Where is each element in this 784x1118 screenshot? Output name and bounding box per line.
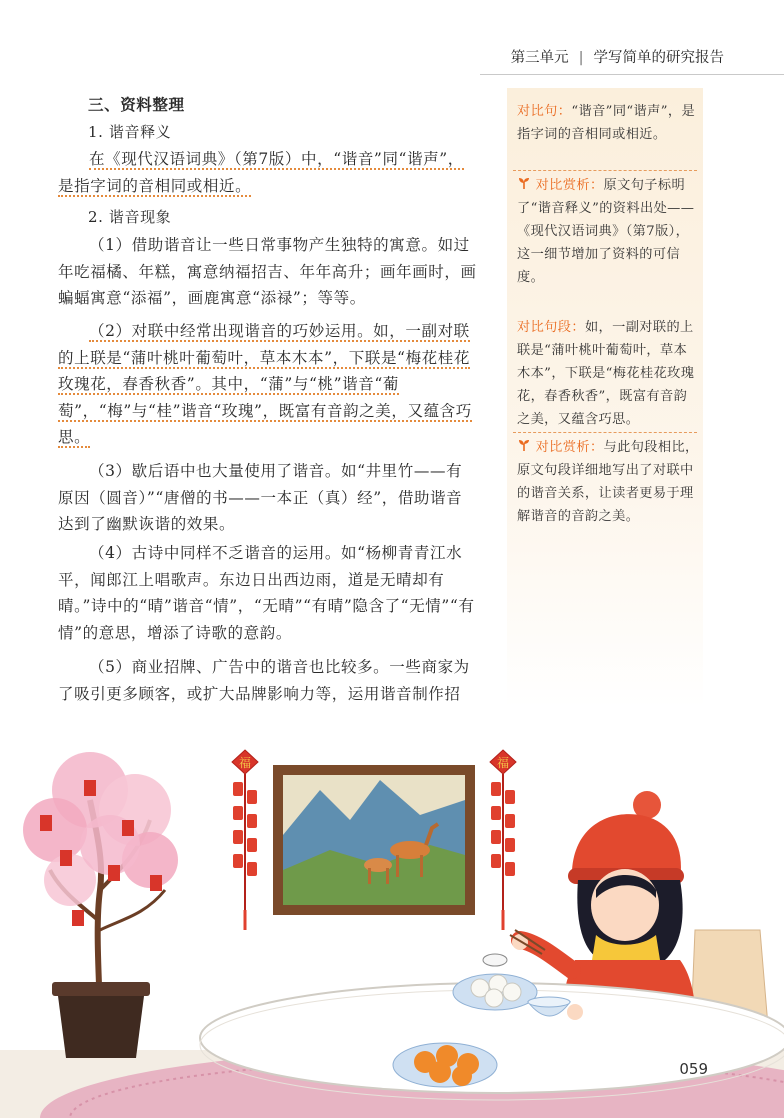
paragraph-4: （4）古诗中同样不乏谐音的运用。如“杨柳青青江水平，闻郎江上唱歌声。东边日出西边雨，道是无晴却有晴。”诗中的“晴”谐音“情”，“无晴”“有晴”隐含了“无情”“有情”的意思，增添了诗歌的意韵。: [58, 544, 475, 642]
paragraph-definition: [58, 146, 478, 199]
definition-text: 在《现代汉语词典》（第7版）中，“谐音”同“谐声”，是指字词的音相同或相近。: [58, 150, 464, 195]
sprout-icon: [517, 178, 536, 193]
header-rule: [480, 74, 784, 75]
paragraph-3: （3）歇后语中也大量使用了谐音。如“井里竹——有原因（圆音）”“唐僧的书——一本正（真）经”，借助谐音达到了幽默诙谐的效果。: [58, 462, 463, 533]
running-header: [511, 46, 724, 67]
unit-label: 第三单元: [510, 50, 569, 66]
paragraph-5: （5）商业招牌、广告中的谐音也比较多。一些商家为了吸引更多顾客，或扩大品牌影响力等，运用谐音制作招: [58, 658, 470, 703]
sentence-appreciation-label: 对比赏析：: [535, 178, 604, 193]
sidebar-divider-1: [513, 170, 697, 171]
contrast-sentence-label: 对比句：: [517, 104, 572, 119]
fu-plaque-right: 福: [496, 756, 510, 770]
contrast-paragraph-text: 如，一副对联的上联是“蒲叶桃叶葡萄叶，草本木本”，下联是“梅花桂花玫瑰花，春香秋香”，既富有音韵之美，又蕴含巧思。: [517, 320, 695, 427]
sprout-icon: [517, 440, 536, 455]
contrast-sentence: [517, 100, 699, 146]
subsection-title-2: 2. 谐音现象: [88, 208, 172, 226]
section-title: 三、资料整理: [88, 96, 185, 114]
deer-painting: [273, 765, 475, 915]
tangyuan-plate: [453, 974, 537, 1010]
fu-plaque-left: 福: [238, 756, 252, 770]
couplet-text: （2）对联中经常出现谐音的巧妙运用。如，一副对联的上联是“蒲叶桃叶葡萄叶，草本木本”，下联是“梅花桂花玫瑰花，春香秋香”。其中，“蒲”与“桃”谐音“葡萄”，“梅”与“桂”谐音“玫瑰”，既富有音韵之美，又蕴含巧思。: [58, 322, 472, 446]
paragraph-appreciation: [517, 436, 699, 528]
subsection-title-1: 1. 谐音释义: [88, 123, 172, 141]
paragraph-1: （1）借助谐音让一些日常事物产生独特的寓意。如过年吃福橘、年糕，寓意纳福招吉、年年高升；画年画时，画蝙蝠寓意“添福”，画鹿寓意“添禄”；等等。: [58, 236, 477, 307]
contrast-paragraph-label: 对比句段：: [517, 320, 585, 335]
firecracker-right: [490, 750, 516, 930]
firecracker-left: [232, 750, 258, 930]
plum-blossom-tree: [23, 752, 178, 1010]
tangerine-plate: [393, 1043, 497, 1087]
unit-title: 学写简单的研究报告: [593, 50, 724, 66]
page-number: 059: [679, 1060, 708, 1078]
sentence-appreciation-text: 原文句子标明了“谐音释义”的资料出处——《现代汉语词典》（第7版），这一细节增加了资料的可信度。: [517, 178, 695, 285]
paragraph-appreciation-text: 与此句段相比，原文句段详细地写出了对联中的谐音关系，让读者更易于理解谐音的音韵之美。: [517, 440, 699, 524]
new-year-illustration: [0, 720, 784, 1118]
paragraph-appreciation-label: 对比赏析：: [535, 440, 604, 455]
sidebar-divider-2: [513, 432, 697, 433]
sentence-appreciation: [517, 174, 699, 289]
flower-pot: [52, 982, 150, 1058]
paragraph-2: [58, 318, 478, 451]
header-separator: |: [578, 50, 584, 66]
contrast-paragraph: [517, 316, 699, 431]
contrast-sentence-text: “谐音”同“谐声”，是指字词的音相同或相近。: [517, 104, 696, 142]
